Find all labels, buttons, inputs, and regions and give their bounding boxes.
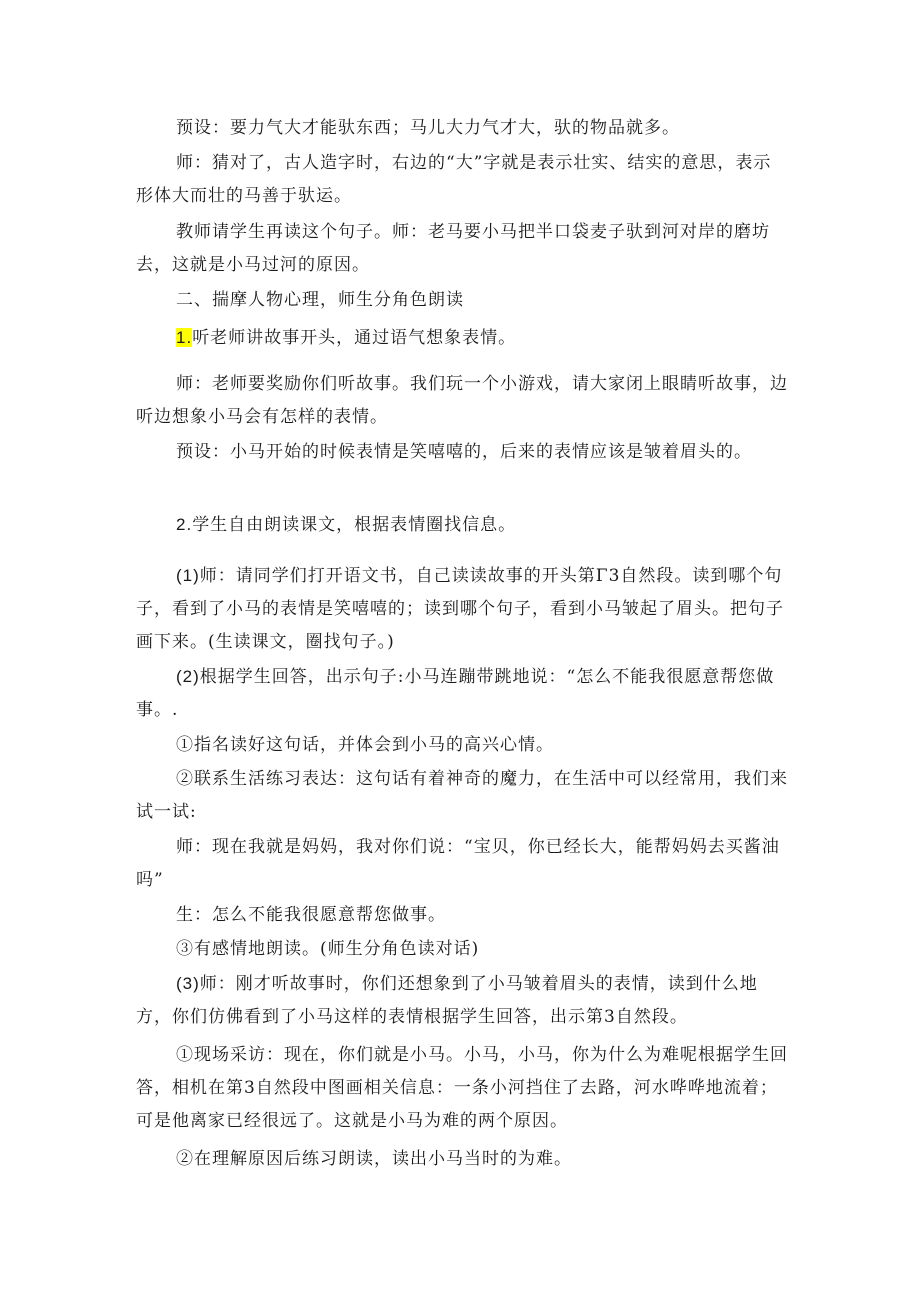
substep-2-text: 根据学生回答，出示句子:小马连蹦带跳地说：“怎么不能我很愿意帮您做事。. (136, 667, 775, 720)
paragraph-circle-1-read: ①指名读好这句话，并体会到小马的高兴心情。 (176, 735, 554, 755)
paragraph-step-2 (136, 508, 788, 542)
substep-2-number: (2) (176, 667, 200, 686)
paragraph-teacher-reread: 教师请学生再读这个句子。师：老马要小马把半口袋麦子驮到河对岸的磨坊去，这就是小马过河的原因。 (136, 222, 770, 275)
substep-1-text: 师：请同学们打开语文书，自己读读故事的开头第Γ3自然段。读到哪个句子，看到了小马的表情是笑嘻嘻的；读到哪个句子，看到小马皱起了眉头。把句子画下来。(生读课文，圈找句子。) (136, 566, 784, 652)
step-1-text: 听老师讲故事开头，通过语气想象表情。 (192, 328, 517, 348)
paragraph-circle-2-practice: ②联系生活练习表达：这句话有着神奇的魔力，在生活中可以经常用，我们来试一试: (136, 769, 788, 822)
paragraph-substep-3 (136, 967, 788, 1034)
section-heading-roleplay: 二、揣摩人物心理，师生分角色朗读 (176, 290, 464, 310)
paragraph-preset-expression: 预设：小马开始的时候表情是笑嘻嘻的，后来的表情应该是皱着眉头的。 (176, 442, 752, 462)
paragraph-student-reply: 生：怎么不能我很愿意帮您做事。 (176, 905, 446, 925)
step-number-highlight: 1. (176, 328, 193, 347)
paragraph-step-1 (136, 321, 788, 355)
paragraph-preset-strength: 预设：要力气大才能驮东西；马儿大力气才大，驮的物品就多。 (176, 118, 680, 138)
paragraph-circle-3-emotion: ③有感情地朗读。(师生分角色读对话) (176, 939, 480, 959)
paragraph-circle-1-interview: ①现场采访：现在，你们就是小马。小马，小马，你为什么为难呢根据学生回答，相机在第3自然段中图画相关信息：一条小河挡住了去路，河水哗哗地流着；可是他离家已经很远了。这就是小马为难的两个原因。 (136, 1045, 788, 1131)
substep-3-text: 师：刚才听故事时，你们还想象到了小马皱着眉头的表情，读到什么地方，你们仿佛看到了小马这样的表情根据学生回答，出示第3自然段。 (136, 974, 758, 1027)
substep-3-number: (3) (176, 974, 200, 993)
substep-1-number: (1) (176, 566, 200, 585)
paragraph-teacher-story: 师：老师要奖励你们听故事。我们玩一个小游戏，请大家闭上眼睛听故事，边听边想象小马会有怎样的表情。 (136, 374, 788, 427)
paragraph-substep-1 (136, 559, 788, 659)
paragraph-teacher-mother: 师：现在我就是妈妈，我对你们说：“宝贝，你已经长大，能帮妈妈去买酱油吗” (136, 837, 780, 890)
paragraph-teacher-guess: 师：猜对了，古人造字时，右边的“大”字就是表示壮实、结实的意思，表示形体大而壮的马善于驮运。 (136, 153, 772, 206)
paragraph-substep-2 (136, 660, 788, 727)
step-2-text: 学生自由朗读课文，根据表情圈找信息。 (192, 515, 517, 535)
step-2-number: 2. (176, 515, 193, 534)
paragraph-circle-2-reading: ②在理解原因后练习朗读，读出小马当时的为难。 (176, 1149, 572, 1169)
